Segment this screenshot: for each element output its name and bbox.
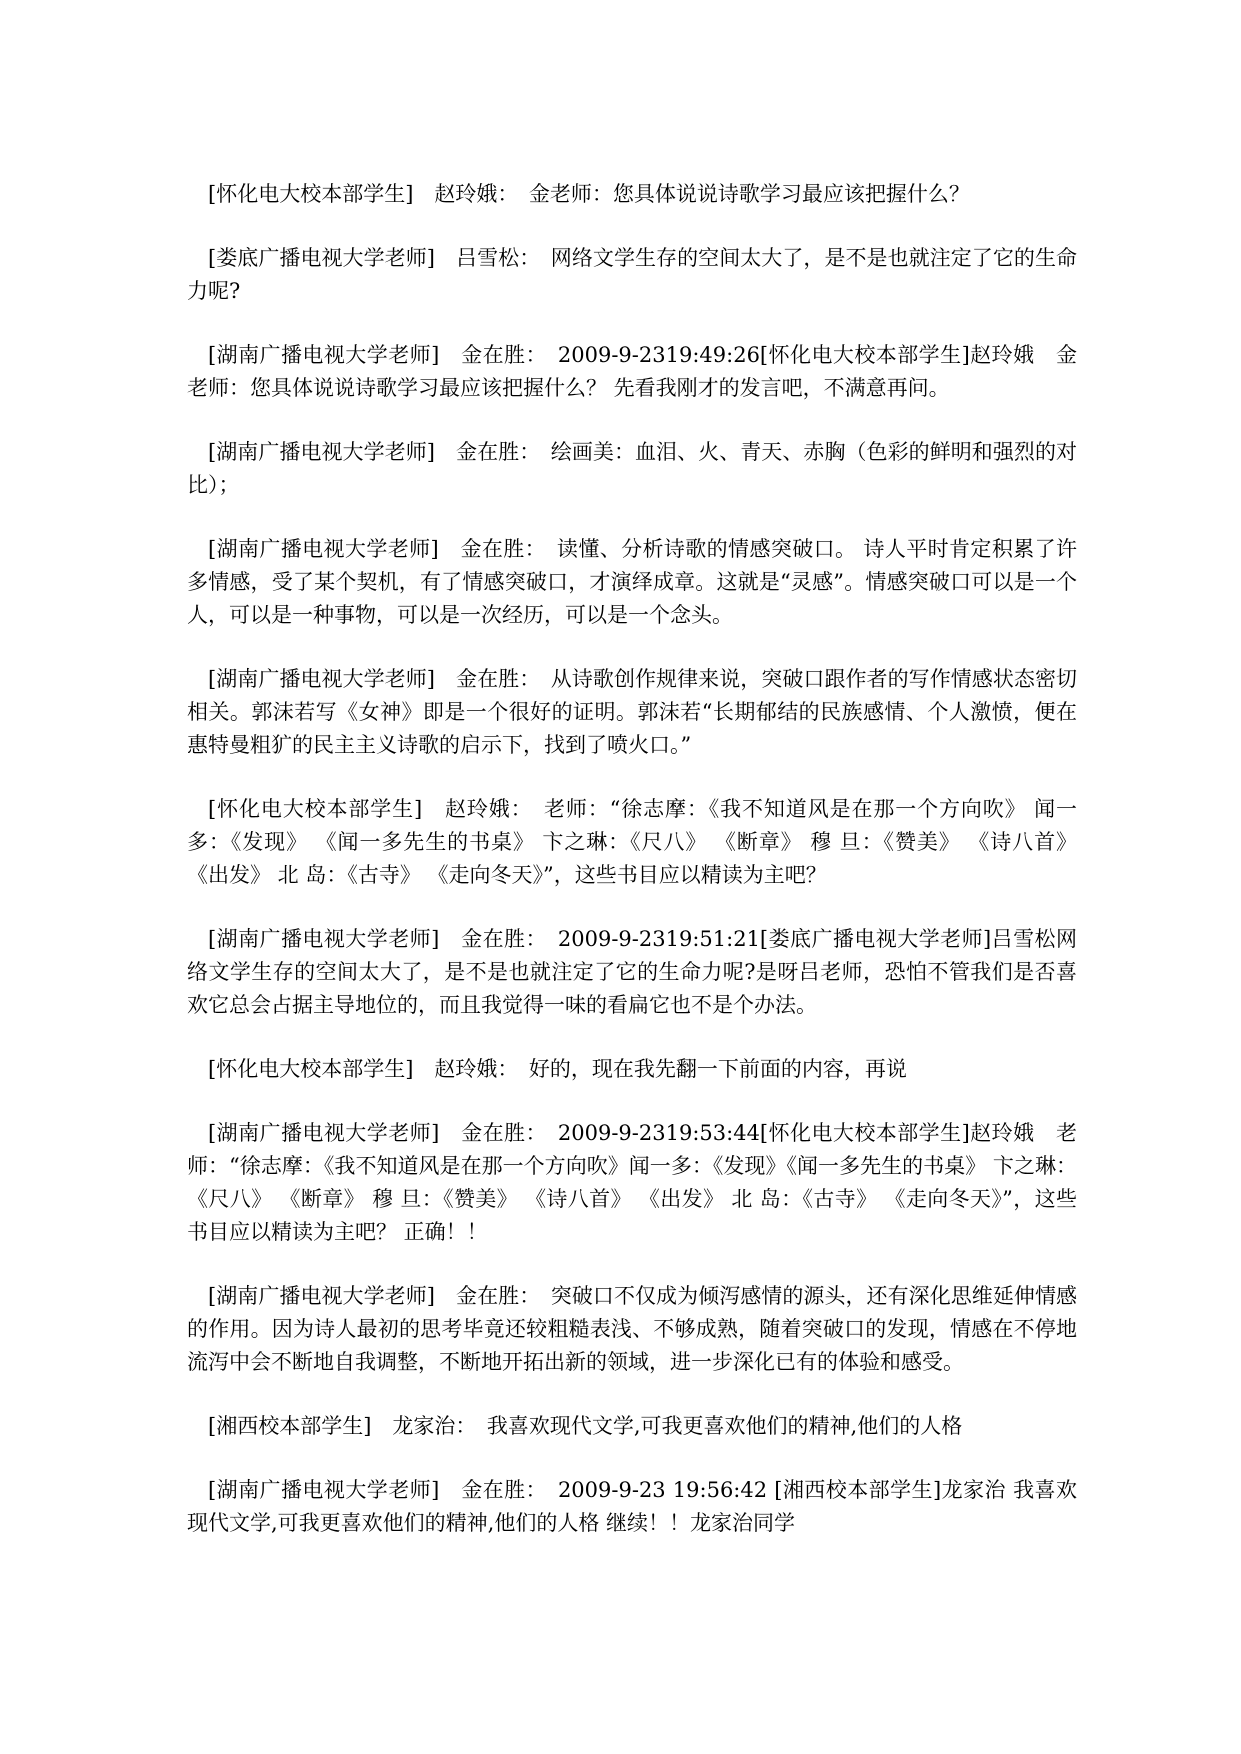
message-9: [怀化电大校本部学生] 赵玲娥： 好的，现在我先翻一下前面的内容，再说 xyxy=(208,1057,907,1081)
message-7: [怀化电大校本部学生] 赵玲娥： 老师：“徐志摩：《我不知道风是在那一个方向吹》 闻一多：《发现》 《闻一多先生的书桌》 卞之琳：《尺八》 《断章》 穆 旦：《赞美》 《诗八首》 《出发》 北 岛：《古寺》 《走向冬天》”，这些书目应以精读为主吧？ xyxy=(187,797,1077,887)
chat-transcript xyxy=(187,178,1077,1571)
message-4: [湖南广播电视大学老师] 金在胜： 绘画美：血泪、火、青天、赤胸（色彩的鲜明和强烈的对比）； xyxy=(187,440,1077,497)
message-2: [娄底广播电视大学老师] 吕雪松： 网络文学生存的空间太大了，是不是也就注定了它的生命力呢? xyxy=(187,246,1077,303)
message-6: [湖南广播电视大学老师] 金在胜： 从诗歌创作规律来说，突破口跟作者的写作情感状态密切相关。郭沫若写《女神》即是一个很好的证明。郭沫若“长期郁结的民族感情、个人激愤，便在惠特曼粗犷的民主主义诗歌的启示下，找到了喷火口。” xyxy=(187,667,1077,757)
message-8: [湖南广播电视大学老师] 金在胜： 2009-9-2319:51:21[娄底广播电视大学老师]吕雪松网络文学生存的空间太大了，是不是也就注定了它的生命力呢?是呀吕老师，恐怕不管我们是否喜欢它总会占据主导地位的，而且我觉得一味的看扁它也不是个办法。 xyxy=(187,927,1077,1017)
message-10: [湖南广播电视大学老师] 金在胜： 2009-9-2319:53:44[怀化电大校本部学生]赵玲娥 老师：“徐志摩：《我不知道风是在那一个方向吹》闻一多：《发现》《闻一多先生的书桌》 卞之琳：《尺八》 《断章》 穆 旦：《赞美》 《诗八首》 《出发》 北 岛：《古寺》 《走向冬天》”，这些书目应以精读为主吧？ 正确！！ xyxy=(187,1121,1077,1244)
message-12: [湘西校本部学生] 龙家治： 我喜欢现代文学,可我更喜欢他们的精神,他们的人格 xyxy=(208,1414,963,1438)
message-11: [湖南广播电视大学老师] 金在胜： 突破口不仅成为倾泻感情的源头，还有深化思维延伸情感的作用。因为诗人最初的思考毕竟还较粗糙表浅、不够成熟，随着突破口的发现，情感在不停地流泻中会不断地自我调整，不断地开拓出新的领域，进一步深化已有的体验和感受。 xyxy=(187,1284,1077,1374)
message-13: [湖南广播电视大学老师] 金在胜： 2009-9-23 19:56:42 [湘西校本部学生]龙家治 我喜欢现代文学,可我更喜欢他们的精神,他们的人格 继续！！龙家治同学 xyxy=(187,1478,1077,1535)
message-5: [湖南广播电视大学老师] 金在胜： 读懂、分析诗歌的情感突破口。 诗人平时肯定积累了许多情感，受了某个契机，有了情感突破口，才演绎成章。这就是“灵感”。情感突破口可以是一个人，可以是一种事物，可以是一次经历，可以是一个念头。 xyxy=(187,537,1077,627)
message-1: [怀化电大校本部学生] 赵玲娥： 金老师：您具体说说诗歌学习最应该把握什么？ xyxy=(208,182,970,206)
message-3: [湖南广播电视大学老师] 金在胜： 2009-9-2319:49:26[怀化电大校本部学生]赵玲娥 金老师：您具体说说诗歌学习最应该把握什么？ 先看我刚才的发言吧，不满意再问。 xyxy=(187,343,1077,400)
